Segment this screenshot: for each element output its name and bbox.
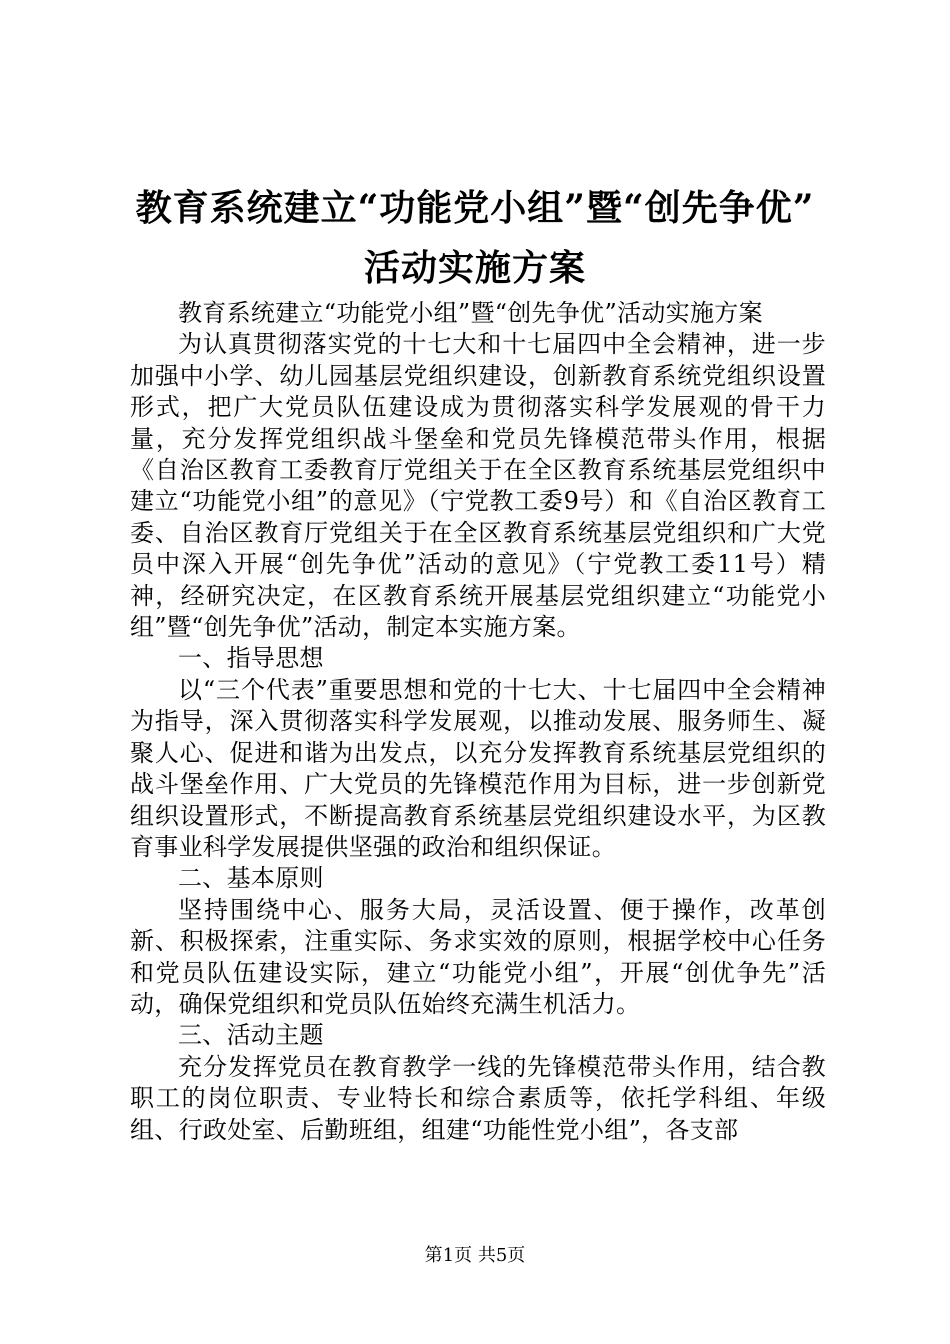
paragraph-basic-principles: 坚持围绕中心、服务大局，灵活设置、便于操作，改革创新、积极探索，注重实际、务求实效的原则，根据学校中心任务和党员队伍建设实际，建立“功能党小组”，开展“创优争先”活动，确保党组织和党员队伍始终充满生机活力。	[130, 895, 826, 1018]
paragraph-heading-repeat: 教育系统建立“功能党小组”暨“创先争优”活动实施方案	[178, 299, 763, 327]
section-heading-guiding-ideology: 一、指导思想	[178, 644, 324, 673]
paragraph-intro: 为认真贯彻落实党的十七大和十七届四中全会精神，进一步加强中小学、幼儿园基层党组织建设，创新教育系统党组织设置形式，把广大党员队伍建设成为贯彻落实科学发展观的骨干力量，充分发挥党组织战斗堡垒和党员先锋模范带头作用，根据《自治区教育工委教育厅党组关于在全区教育系统基层党组织中建立“功能党小组”的意见》（宁党教工委9号）和《自治区教育工委、自治区教育厅党组关于在全区教育系统基层党组织和广大党员中深入开展“创先争优”活动的意见》（宁党教工委11号）精神，经研究决定，在区教育系统开展基层党组织建立“功能党小组”暨“创先争优”活动，制定本实施方案。	[130, 330, 826, 642]
document-body	[130, 298, 826, 1146]
section-heading-activity-theme: 三、活动主题	[178, 1021, 324, 1050]
document-title-line-2: 活动实施方案	[363, 247, 586, 289]
section-heading-basic-principles: 二、基本原则	[178, 864, 324, 893]
page-footer: 第1页 共5页	[424, 1245, 526, 1266]
paragraph-activity-theme: 充分发挥党员在教育教学一线的先锋模范带头作用，结合教职工的岗位职责、专业特长和综合素质等，依托学科组、年级组、行政处室、后勤班组，组建“功能性党小组”，各支部	[130, 1052, 826, 1144]
paragraph-guiding-ideology: 以“三个代表”重要思想和党的十七大、十七届四中全会精神为指导，深入贯彻落实科学发展观，以推动发展、服务师生、凝聚人心、促进和谐为出发点，以充分发挥教育系统基层党组织的战斗堡垒作用、广大党员的先锋模范作用为目标，进一步创新党组织设置形式，不断提高教育系统基层党组织建设水平，为区教育事业科学发展提供坚强的政治和组织保证。	[130, 675, 826, 861]
document-title-line-1: 教育系统建立“功能党小组”暨“创先争优”	[135, 187, 815, 229]
